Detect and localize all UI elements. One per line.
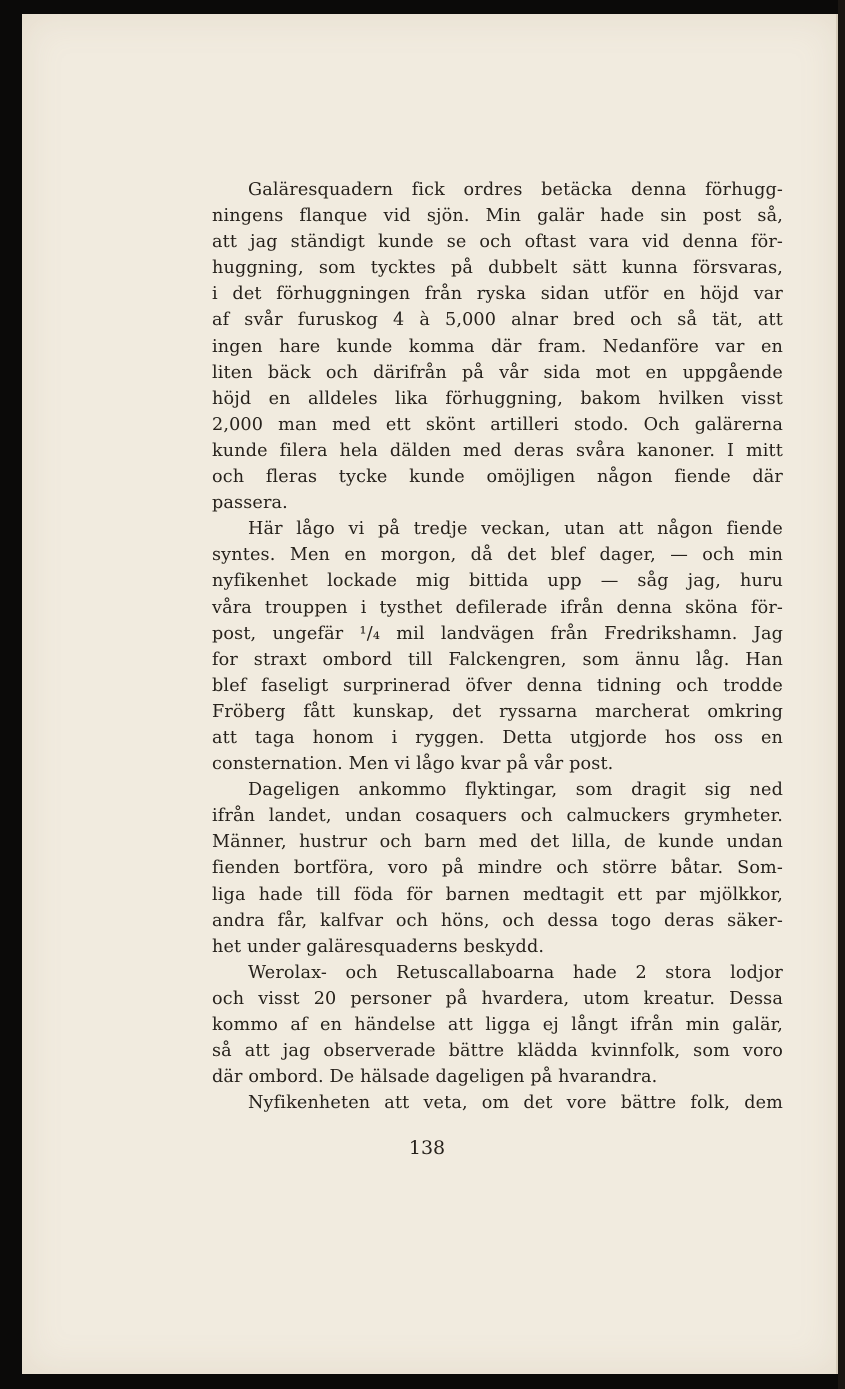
text-line: huggning, som tycktes på dubbelt sätt kunna försvaras, — [212, 258, 783, 279]
text-line: consternation. Men vi lågo kvar på vår post. — [212, 754, 614, 775]
text-line: att taga honom i ryggen. Detta utgjorde hos oss en — [212, 727, 783, 748]
text-line: ningens flanque vid sjön. Min galär hade sin post så, — [212, 206, 783, 227]
text-line: och fleras tycke kunde omöjligen någon fiende där — [212, 467, 783, 488]
text-line: af svår furuskog 4 à 5,000 alnar bred och så tät, att — [212, 310, 783, 331]
text-line: Dageligen ankommo flyktingar, som dragit sig ned — [248, 780, 783, 801]
text-line: blef faseligt surprinerad öfver denna tidning och trodde — [212, 675, 783, 696]
text-line: kunde filera hela dälden med deras svåra kanoner. I mitt — [212, 440, 783, 461]
scan-border — [838, 0, 845, 1389]
text-line: ifrån landet, undan cosaquers och calmuckers grymheter. — [212, 806, 783, 827]
text-line: passera. — [212, 493, 288, 514]
page-number-label: 138 — [408, 1137, 446, 1159]
text-line: där ombord. De hälsade dageligen på hvarandra. — [212, 1067, 658, 1088]
text-line: liten bäck och därifrån på vår sida mot en uppgående — [212, 362, 783, 383]
text-line: for straxt ombord till Falckengren, som ännu låg. Han — [212, 649, 783, 670]
text-line: ingen hare kunde komma där fram. Nedanföre var en — [212, 336, 783, 357]
text-line: så att jag observerade bättre klädda kvinnfolk, som voro — [212, 1041, 783, 1062]
text-line: 2,000 man med ett skönt artilleri stodo. Och galärerna — [212, 414, 783, 435]
text-line: i det förhuggningen från ryska sidan utför en höjd var — [212, 284, 783, 305]
text-line: Galäresquadern fick ordres betäcka denna förhugg- — [248, 180, 783, 200]
text-line: våra trouppen i tysthet defilerade ifrån denna sköna för- — [212, 597, 783, 618]
text-line: höjd en alldeles lika förhuggning, bakom hvilken visst — [212, 388, 783, 409]
body-text — [212, 177, 783, 1116]
text-line: kommo af en händelse att ligga ej långt ifrån min galär, — [212, 1015, 783, 1035]
text-line: fienden bortföra, voro på mindre och större båtar. Som- — [212, 858, 783, 879]
text-line: het under galäresquaderns beskydd. — [212, 936, 545, 957]
text-line: liga hade till föda för barnen medtagit ett par mjölkkor, — [212, 884, 783, 905]
text-line: syntes. Men en morgon, då det blef dager, — och min — [212, 545, 783, 566]
text-line: Här lågo vi på tredje veckan, utan att någon fiende — [248, 519, 783, 540]
text-line: att jag ständigt kunde se och oftast vara vid denna för- — [212, 232, 783, 253]
page-number — [22, 1137, 840, 1159]
text-line: andra får, kalfvar och höns, och dessa togo deras säker- — [212, 910, 783, 931]
text-line: Werolax- och Retuscallaboarna hade 2 stora lodjor — [248, 962, 783, 983]
book-page — [22, 14, 840, 1374]
text-line: Männer, hustrur och barn med det lilla, de kunde undan — [212, 832, 783, 853]
text-line: Nyfikenheten att veta, om det vore bättre folk, dem — [248, 1093, 783, 1114]
text-line: Fröberg fått kunskap, det ryssarna marcherat omkring — [212, 701, 783, 722]
text-line: nyfikenhet lockade mig bittida upp — såg jag, huru — [212, 571, 783, 592]
text-line: och visst 20 personer på hvardera, utom kreatur. Dessa — [212, 988, 783, 1009]
text-line: post, ungefär ¹/₄ mil landvägen från Fredrikshamn. Jag — [212, 623, 783, 644]
